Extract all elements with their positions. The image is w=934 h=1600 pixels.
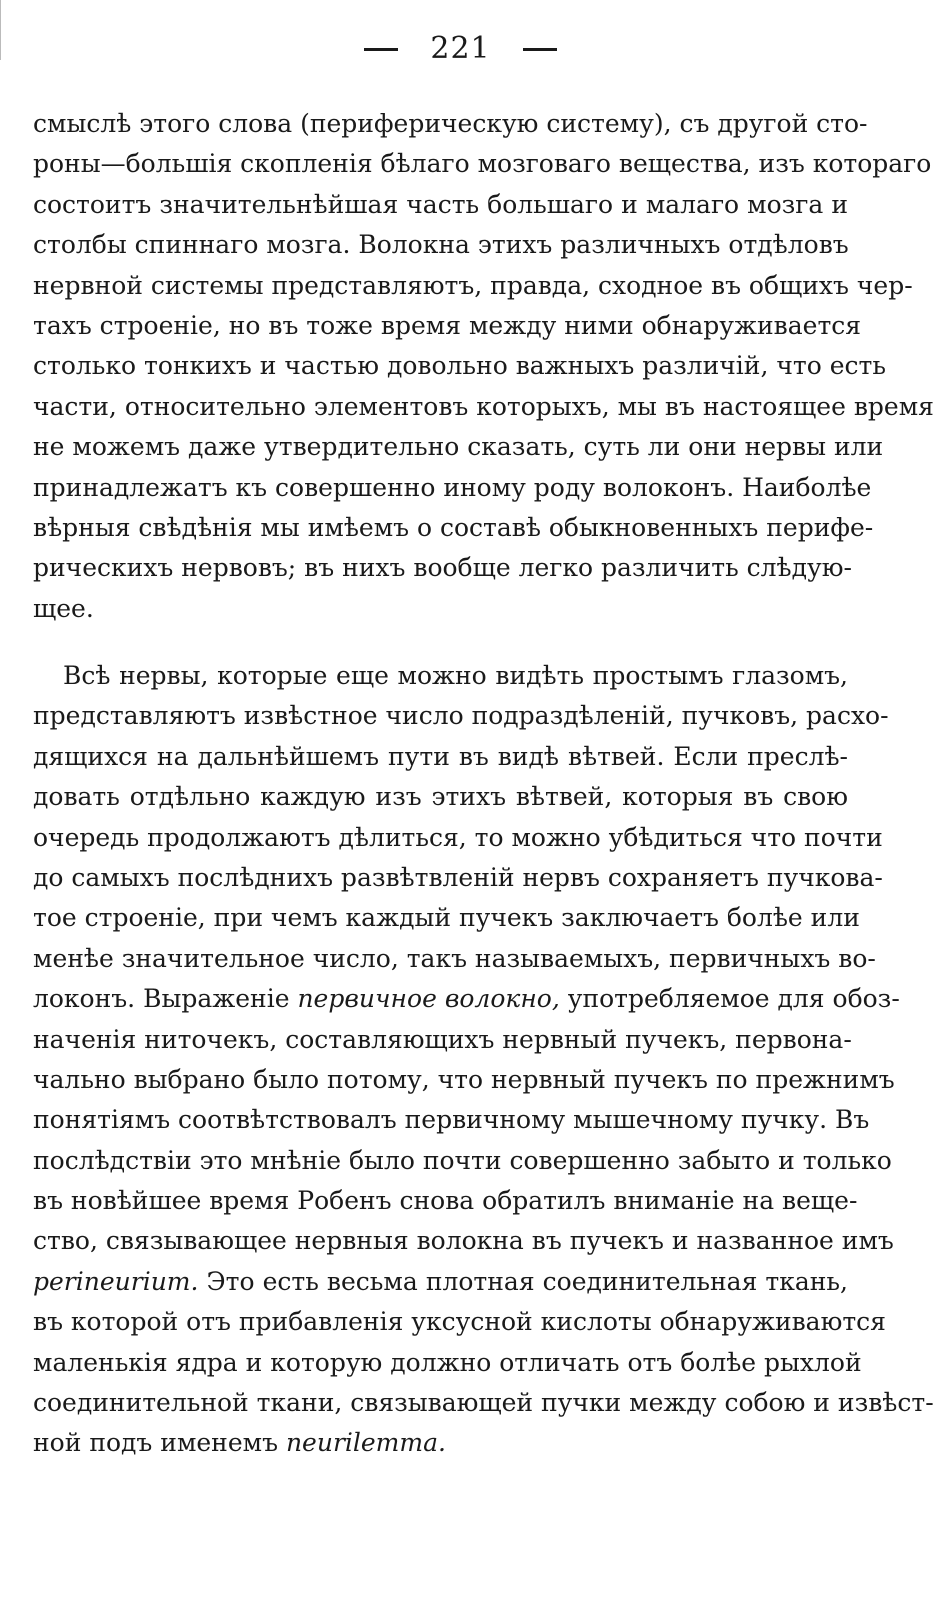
page-header [0, 28, 921, 69]
text-run: употребляемое для обоз- [559, 984, 900, 1014]
text-line: соединительной ткани, связывающей пучки между собою и извѣст- [33, 1388, 934, 1418]
italic-term: neurilemma. [285, 1428, 446, 1458]
text-line: нервной системы представляютъ, правда, сходное въ общихъ чер- [33, 270, 913, 300]
page-number: 221 [430, 31, 491, 66]
text-line-first [33, 656, 848, 696]
italic-term: первичное волокно, [297, 984, 560, 1014]
text-line-with-italic [33, 979, 900, 1019]
text-line: роны—большія скопленія бѣлаго мозговаго вещества, изъ котораго [33, 149, 932, 179]
text-line: вѣрныя свѣдѣнія мы имѣемъ о составѣ обыкновенныхъ перифе- [33, 512, 874, 542]
text-line: смыслѣ этого слова (периферическую систему), съ другой сто- [33, 109, 868, 138]
paragraph-2 [33, 656, 934, 1464]
text-line: понятіямъ соотвѣтствовалъ первичному мышечному пучку. Въ [33, 1105, 870, 1135]
text-line: не можемъ даже утвердительно сказать, суть ли они нервы или [33, 432, 884, 462]
text-line: столько тонкихъ и частью довольно важныхъ различій, что есть [33, 351, 886, 381]
text-line: дящихся на дальнѣйшемъ пути въ видѣ вѣтвей. Если преслѣ- [33, 741, 848, 771]
italic-term: perineurium. [33, 1266, 199, 1296]
text-line: до самыхъ послѣднихъ развѣтвленій нервъ сохраняетъ пучкова- [33, 862, 883, 892]
text-line: состоитъ значительнѣйшая часть большаго и малаго мозга и [33, 189, 848, 219]
text-line: послѣдствіи это мнѣніе было почти совершенно забыто и только [33, 1145, 892, 1175]
text-line: представляютъ извѣстное число подраздѣленій, пучковъ, расхо- [33, 701, 889, 731]
text-line: менѣе значительное число, такъ называемыхъ, первичныхъ во- [33, 943, 876, 973]
text-line: части, относительно элементовъ которыхъ, мы въ настоящее время [33, 391, 934, 421]
text-line-with-italic [33, 1262, 848, 1302]
text-line-content: Всѣ нервы, которые еще можно видѣть простымъ глазомъ, [63, 661, 848, 690]
text-run: Это есть весьма плотная соединительная ткань, [198, 1266, 848, 1296]
text-line: столбы спиннаго мозга. Волокна этихъ различныхъ отдѣловъ [33, 230, 849, 260]
text-line: довать отдѣльно каждую изъ этихъ вѣтвей, которыя въ свою [33, 782, 848, 812]
text-line: въ новѣйшее время Робенъ снова обратилъ вниманіе на веще- [33, 1186, 858, 1216]
paragraph-1 [33, 104, 934, 629]
text-line: принадлежатъ къ совершенно иному роду волоконъ. Наиболѣе [33, 472, 872, 502]
text-line: чально выбрано было потому, что нервный пучекъ по прежнимъ [33, 1064, 895, 1094]
text-line: наченія ниточекъ, составляющихъ нервный пучекъ, первона- [33, 1024, 852, 1054]
text-line: въ которой отъ прибавленія уксусной кислоты обнаруживаются [33, 1307, 886, 1337]
text-line: щее. [33, 593, 94, 623]
text-line: рическихъ нервовъ; въ нихъ вообще легко различить слѣдую- [33, 553, 852, 583]
text-line: маленькія ядра и которую должно отличать отъ болѣе рыхлой [33, 1347, 862, 1377]
text-line: очередь продолжаютъ дѣлиться, то можно убѣдиться что почти [33, 822, 883, 852]
header-dash-right [523, 48, 557, 51]
text-line-with-italic [33, 1423, 848, 1463]
text-line: ство, связывающее нервныя волокна въ пучекъ и названное имъ [33, 1226, 894, 1256]
text-line: тое строеніе, при чемъ каждый пучекъ заключаетъ болѣе или [33, 903, 860, 933]
text-run: ной подъ именемъ [33, 1428, 286, 1458]
text-line: тахъ строеніе, но въ тоже время между ними обнаруживается [33, 310, 862, 340]
header-dash-left [364, 48, 398, 51]
text-run: локонъ. Выраженіе [33, 984, 298, 1014]
